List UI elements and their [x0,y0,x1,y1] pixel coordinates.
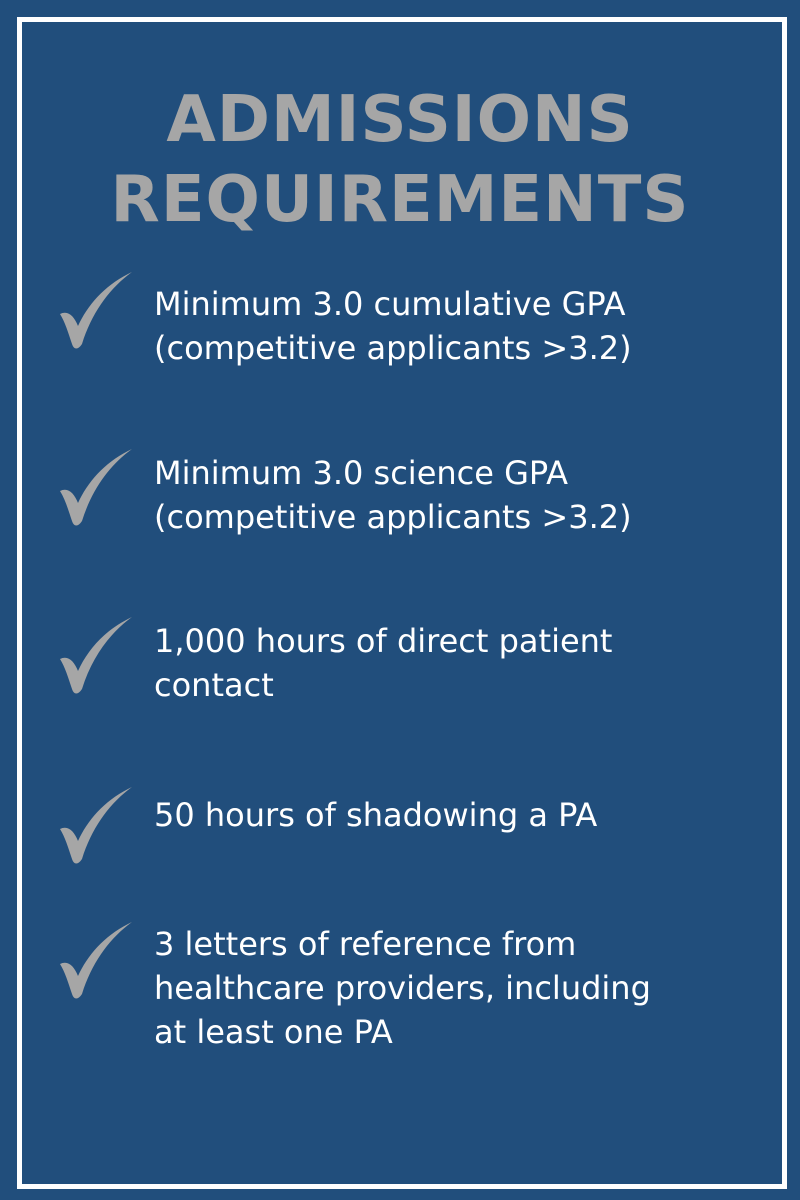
checkmark-icon [56,920,136,1000]
requirement-line: 3 letters of reference from [154,925,577,963]
requirement-line: healthcare providers, including [154,969,651,1007]
checkmark-icon [56,270,136,350]
checkmark-icon [56,615,136,695]
requirement-text [154,282,774,370]
requirement-text [154,922,774,1054]
requirement-line: Minimum 3.0 cumulative GPA [154,285,626,323]
requirement-text [154,793,774,837]
title-line-1: ADMISSIONS [166,83,634,157]
requirement-text [154,451,774,539]
requirement-line: 1,000 hours of direct patient [154,622,613,660]
requirement-line: (competitive applicants >3.2) [154,498,632,536]
requirement-line: contact [154,666,274,704]
requirement-line: Minimum 3.0 science GPA [154,454,569,492]
checkmark-icon [56,785,136,865]
page-title [0,80,800,240]
requirement-line: 50 hours of shadowing a PA [154,796,598,834]
requirement-line: (competitive applicants >3.2) [154,329,632,367]
requirement-text [154,619,774,707]
title-line-2: REQUIREMENTS [110,163,690,237]
requirement-line: at least one PA [154,1013,393,1051]
checkmark-icon [56,447,136,527]
